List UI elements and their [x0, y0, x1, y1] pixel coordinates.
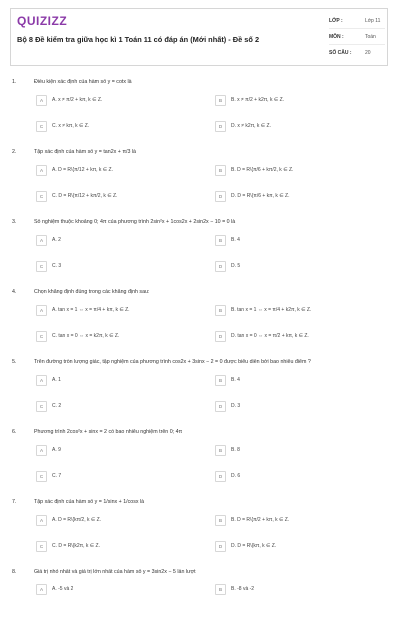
question-text: Giá trị nhỏ nhất và giá trị lớn nhất của hàm số y = 3sin2x − 5 lần lượt	[34, 569, 196, 575]
option-c[interactable]	[36, 260, 200, 272]
meta-row-subject	[329, 29, 385, 45]
question-text: Điều kiện xác định của hàm số y = cotx là	[34, 79, 132, 85]
meta-key: LỚP :	[329, 17, 343, 24]
option-c[interactable]	[36, 540, 200, 552]
option-letter: A	[36, 584, 47, 595]
question-number: 5.	[12, 359, 17, 365]
question-8	[12, 569, 390, 625]
option-text: D. D = R\{π/6 + kπ, k ∈ Z.	[231, 193, 290, 199]
option-letter: D	[215, 541, 226, 552]
question-header	[12, 569, 390, 575]
option-text: D. tan x = 0 ⇔ x = π/2 + kπ, k ∈ Z.	[231, 333, 309, 339]
option-letter: A	[36, 165, 47, 176]
option-c[interactable]	[36, 470, 200, 482]
option-text: D. D = R\{kπ, k ∈ Z.	[231, 543, 277, 549]
option-text: C. 7	[52, 473, 62, 479]
option-b[interactable]	[215, 514, 379, 526]
answer-options	[12, 374, 390, 416]
answer-options	[12, 164, 390, 206]
answer-options	[12, 444, 390, 486]
question-text: Tập xác định của hàm số y = tan2x + π/3 là	[34, 149, 136, 155]
meta-row-class	[329, 13, 385, 29]
option-d[interactable]	[215, 190, 379, 202]
option-text: C. 3	[52, 263, 62, 269]
meta-key: MÔN :	[329, 33, 344, 40]
option-letter: C	[36, 401, 47, 412]
option-letter: B	[215, 375, 226, 386]
question-header	[12, 359, 390, 365]
option-text: C. 2	[52, 403, 62, 409]
option-letter: B	[215, 445, 226, 456]
option-text: B. -8 và -2	[231, 586, 255, 592]
question-number: 2.	[12, 149, 17, 155]
option-letter: D	[215, 261, 226, 272]
option-text: C. tan x = 0 ⇔ x = k2π, k ∈ Z.	[52, 333, 120, 339]
option-text: C. D = R\{k2π, k ∈ Z.	[52, 543, 100, 549]
question-number: 3.	[12, 219, 17, 225]
option-d[interactable]	[215, 120, 379, 132]
question-4	[12, 289, 390, 346]
meta-table	[329, 13, 385, 60]
option-b[interactable]	[215, 304, 379, 316]
question-6	[12, 429, 390, 486]
option-letter: B	[215, 235, 226, 246]
option-d[interactable]	[215, 400, 379, 412]
option-c[interactable]	[36, 400, 200, 412]
question-header	[12, 289, 390, 295]
question-3	[12, 219, 390, 276]
option-text: A. 2	[52, 237, 61, 243]
worksheet-header	[10, 8, 388, 66]
option-text: B. D = R\{π/6 + kπ/2, k ∈ Z.	[231, 167, 294, 173]
option-b[interactable]	[215, 234, 379, 246]
option-a[interactable]	[36, 304, 200, 316]
option-letter: C	[36, 471, 47, 482]
option-b[interactable]	[215, 583, 379, 595]
question-header	[12, 429, 390, 435]
option-b[interactable]	[215, 374, 379, 386]
option-text: B. x ≠ π/2 + k2π, k ∈ Z.	[231, 97, 285, 103]
question-7	[12, 499, 390, 556]
option-letter: A	[36, 235, 47, 246]
option-text: B. 4	[231, 377, 240, 383]
option-b[interactable]	[215, 164, 379, 176]
question-5	[12, 359, 390, 416]
option-text: A. tan x = 1 ⇔ x = π/4 + kπ, k ∈ Z.	[52, 307, 130, 313]
answer-options	[12, 234, 390, 276]
answer-options	[12, 304, 390, 346]
option-text: B. D = R\{π/2 + kπ, k ∈ Z.	[231, 517, 290, 523]
answer-options	[12, 583, 390, 625]
option-text: A. x ≠ π/2 + kπ, k ∈ Z.	[52, 97, 103, 103]
option-a[interactable]	[36, 444, 200, 456]
option-b[interactable]	[215, 444, 379, 456]
answer-options	[12, 514, 390, 556]
option-letter: C	[36, 191, 47, 202]
option-text: C. x ≠ kπ, k ∈ Z.	[52, 123, 90, 129]
option-a[interactable]	[36, 583, 200, 595]
option-letter: B	[215, 95, 226, 106]
option-text: D. 6	[231, 473, 241, 479]
question-text: Trên đường tròn lượng giác, tập nghiệm của phương trình cos2x + 3sinx − 2 = 0 được biểu diễn bởi bao nhiêu điểm ?	[34, 359, 311, 365]
option-a[interactable]	[36, 374, 200, 386]
option-text: A. D = R\{kπ/2, k ∈ Z.	[52, 517, 102, 523]
option-letter: D	[215, 471, 226, 482]
option-a[interactable]	[36, 164, 200, 176]
option-letter: B	[215, 515, 226, 526]
option-c[interactable]	[36, 190, 200, 202]
meta-value: Toán	[365, 33, 376, 40]
option-letter: C	[36, 261, 47, 272]
option-letter: A	[36, 305, 47, 316]
question-text: Chọn khẳng định đúng trong các khẳng định sau:	[34, 289, 150, 295]
option-letter: D	[215, 121, 226, 132]
question-1	[12, 79, 390, 136]
option-letter: A	[36, 95, 47, 106]
option-text: D. 5	[231, 263, 241, 269]
option-text: C. D = R\{π/12 + kπ/2, k ∈ Z.	[52, 193, 118, 199]
question-header	[12, 219, 390, 225]
question-number: 6.	[12, 429, 17, 435]
question-number: 1.	[12, 79, 17, 85]
option-letter: D	[215, 191, 226, 202]
option-d[interactable]	[215, 470, 379, 482]
answer-options	[12, 94, 390, 136]
option-letter: D	[215, 331, 226, 342]
question-text: Tập xác định của hàm số y = 1/sinx + 1/cosx là	[34, 499, 145, 505]
option-b[interactable]	[215, 94, 379, 106]
option-letter: A	[36, 375, 47, 386]
option-letter: B	[215, 165, 226, 176]
option-text: D. 3	[231, 403, 241, 409]
option-c[interactable]	[36, 330, 200, 342]
option-text: A. D = R\{π/12 + kπ, k ∈ Z.	[52, 167, 113, 173]
option-letter: D	[215, 401, 226, 412]
option-a[interactable]	[36, 234, 200, 246]
option-text: B. 4	[231, 237, 240, 243]
question-number: 7.	[12, 499, 17, 505]
option-letter: C	[36, 541, 47, 552]
option-c[interactable]	[36, 120, 200, 132]
option-text: B. 8	[231, 447, 240, 453]
option-letter: C	[36, 331, 47, 342]
option-letter: C	[36, 121, 47, 132]
option-text: A. 1	[52, 377, 61, 383]
option-letter: B	[215, 584, 226, 595]
question-text: Phương trình 2cos²x + sinx = 2 có bao nhiêu nghiệm trên 0; 4π	[34, 429, 183, 435]
option-d[interactable]	[215, 330, 379, 342]
option-letter: A	[36, 445, 47, 456]
option-letter: A	[36, 515, 47, 526]
option-text: D. x ≠ k2π, k ∈ Z.	[231, 123, 271, 129]
question-header	[12, 79, 390, 85]
option-text: A. -5 và 2	[52, 586, 74, 592]
meta-value: Lớp 11	[365, 17, 381, 24]
option-d[interactable]	[215, 260, 379, 272]
question-header	[12, 499, 390, 505]
option-a[interactable]	[36, 514, 200, 526]
question-number: 8.	[12, 569, 17, 575]
meta-key: SỐ CÂU :	[329, 49, 352, 56]
meta-value: 20	[365, 49, 371, 56]
quizizz-logo: QUIZIZZ	[17, 14, 68, 28]
page-title: Bộ 8 Đề kiểm tra giữa học kì 1 Toán 11 có đáp án (Mới nhất) - Đề số 2	[17, 35, 260, 44]
question-header	[12, 149, 390, 155]
option-text: A. 9	[52, 447, 61, 453]
option-d[interactable]	[215, 540, 379, 552]
question-2	[12, 149, 390, 206]
option-text: B. tan x = 1 ⇔ x = π/4 + k2π, k ∈ Z.	[231, 307, 312, 313]
meta-row-count	[329, 45, 385, 60]
option-letter: B	[215, 305, 226, 316]
question-text: Số nghiệm thuộc khoảng 0; 4π của phương trình 2sin²x + 1cos2x + 2sin2x − 10 = 0 là	[34, 219, 236, 225]
question-number: 4.	[12, 289, 17, 295]
option-a[interactable]	[36, 94, 200, 106]
